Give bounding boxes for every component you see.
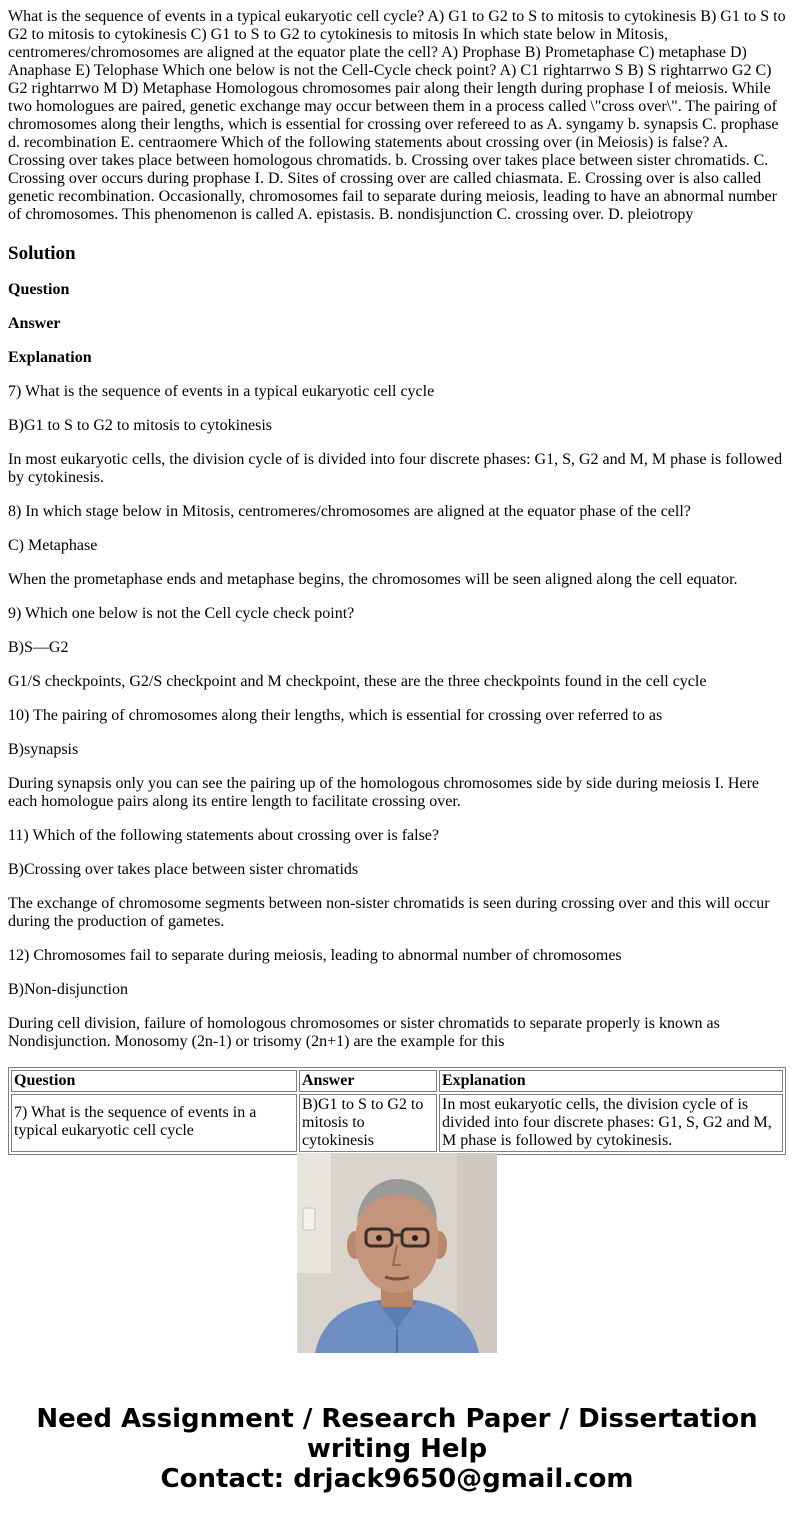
banner-line-1: Need Assignment / Research Paper / Dissertation xyxy=(36,1404,758,1434)
item-question: 10) The pairing of chromosomes along their lengths, which is essential for crossing over referred to as xyxy=(8,707,663,724)
table-cell-question: 7) What is the sequence of events in a typical eukaryotic cell cycle xyxy=(11,1094,297,1152)
table-header-row xyxy=(11,1070,783,1092)
help-banner xyxy=(0,1404,794,1494)
item-answer: C) Metaphase xyxy=(8,537,98,554)
question-text: What is the sequence of events in a typical eukaryotic cell cycle? A) G1 to G2 to S to mitosis to cytokinesis B) G1 to S to G2 to mitosis to cytokinesis C) G1 to S to G2 to cytokinesis to mitosis In which state below in Mitosis, centromeres/chromosomes are aligned at the equator plate the cell? A) Prophase B) Prometaphase C) metaphase D) Anaphase E) Telophase Which one below is not the Cell-Cycle check point? A) C1 rightarrwo S B) S rightarrwo G2 C) G2 rightarrwo M D) Metaphase Homologous chromosomes pair along their length during prophase I of meiosis. While two homologues are paired, genetic exchange may occur between them in a process called \"cross over\". The pairing of chromosomes along their lengths, which is essential for crossing over refereed to as A. syngamy b. synapsis C. prophase d. recombination E. centraomere Which of the following statements about crossing over (in Meiosis) is false? A. Crossing over takes place between homologous chromatids. b. Crossing over takes place between sister chromatids. C. Crossing over occurs during prophase I. D. Sites of crossing over are called chiasmata. E. Crossing over is also called genetic recombination. Occasionally, chromosomes fail to separate during meiosis, leading to have an abnormal number of chromosomes. This phenomenon is called A. epistasis. B. nondisjunction C. crossing over. D. pleiotropy xyxy=(8,8,786,223)
item-explanation: In most eukaryotic cells, the division cycle of is divided into four discrete phases: G1, S, G2 and M, M phase is followed by cytokinesis. xyxy=(8,451,783,486)
item-question: 11) Which of the following statements about crossing over is false? xyxy=(8,827,440,844)
item-answer: B)G1 to S to G2 to mitosis to cytokinesis xyxy=(8,417,273,434)
item-answer: B)Non-disjunction xyxy=(8,981,128,998)
item-question: 9) Which one below is not the Cell cycle check point? xyxy=(8,605,355,622)
answer-label: Answer xyxy=(8,315,61,332)
banner-contact[interactable]: Contact: drjack9650@gmail.com xyxy=(160,1464,634,1494)
item-answer: B)S—G2 xyxy=(8,639,69,656)
solution-content xyxy=(8,8,786,1149)
item-question: 8) In which stage below in Mitosis, centromeres/chromosomes are aligned at the equator phase of the cell? xyxy=(8,503,691,520)
explanation-label: Explanation xyxy=(8,349,92,366)
author-avatar xyxy=(297,1153,497,1353)
table-cell-explanation: In most eukaryotic cells, the division cycle of is divided into four discrete phases: G1, S, G2 and M, M phase is followed by cytokinesis. xyxy=(439,1094,783,1152)
solution-heading: Solution xyxy=(8,243,76,264)
table-header-answer: Answer xyxy=(299,1070,437,1092)
item-answer: B)Crossing over takes place between sister chromatids xyxy=(8,861,359,878)
item-answer: B)synapsis xyxy=(8,741,79,758)
item-explanation: During synapsis only you can see the pairing up of the homologous chromosomes side by side during meiosis I. Here each homologue pairs along its entire length to facilitate crossing over. xyxy=(8,775,759,810)
item-explanation: G1/S checkpoints, G2/S checkpoint and M checkpoint, these are the three checkpoints found in the cell cycle xyxy=(8,673,707,690)
question-label: Question xyxy=(8,281,70,298)
table-cell-answer: B)G1 to S to G2 to mitosis to cytokinesis xyxy=(299,1094,437,1152)
item-explanation: During cell division, failure of homologous chromosomes or sister chromatids to separate properly is known as Nondisjunction. Monosomy (2n-1) or trisomy (2n+1) are the example for this xyxy=(8,1015,720,1050)
solution-table xyxy=(8,1067,786,1155)
table-header-explanation: Explanation xyxy=(439,1070,783,1092)
table-header-question: Question xyxy=(11,1070,297,1092)
banner-line-2: writing Help xyxy=(306,1434,488,1464)
author-portrait-icon xyxy=(297,1153,497,1353)
item-question: 7) What is the sequence of events in a typical eukaryotic cell cycle xyxy=(8,383,435,400)
item-question: 12) Chromosomes fail to separate during meiosis, leading to abnormal number of chromosomes xyxy=(8,947,622,964)
item-explanation: When the prometaphase ends and metaphase begins, the chromosomes will be seen aligned along the cell equator. xyxy=(8,571,738,588)
item-explanation: The exchange of chromosome segments between non-sister chromatids is seen during crossing over and this will occur during the production of gametes. xyxy=(8,895,770,930)
table-row xyxy=(11,1094,783,1152)
